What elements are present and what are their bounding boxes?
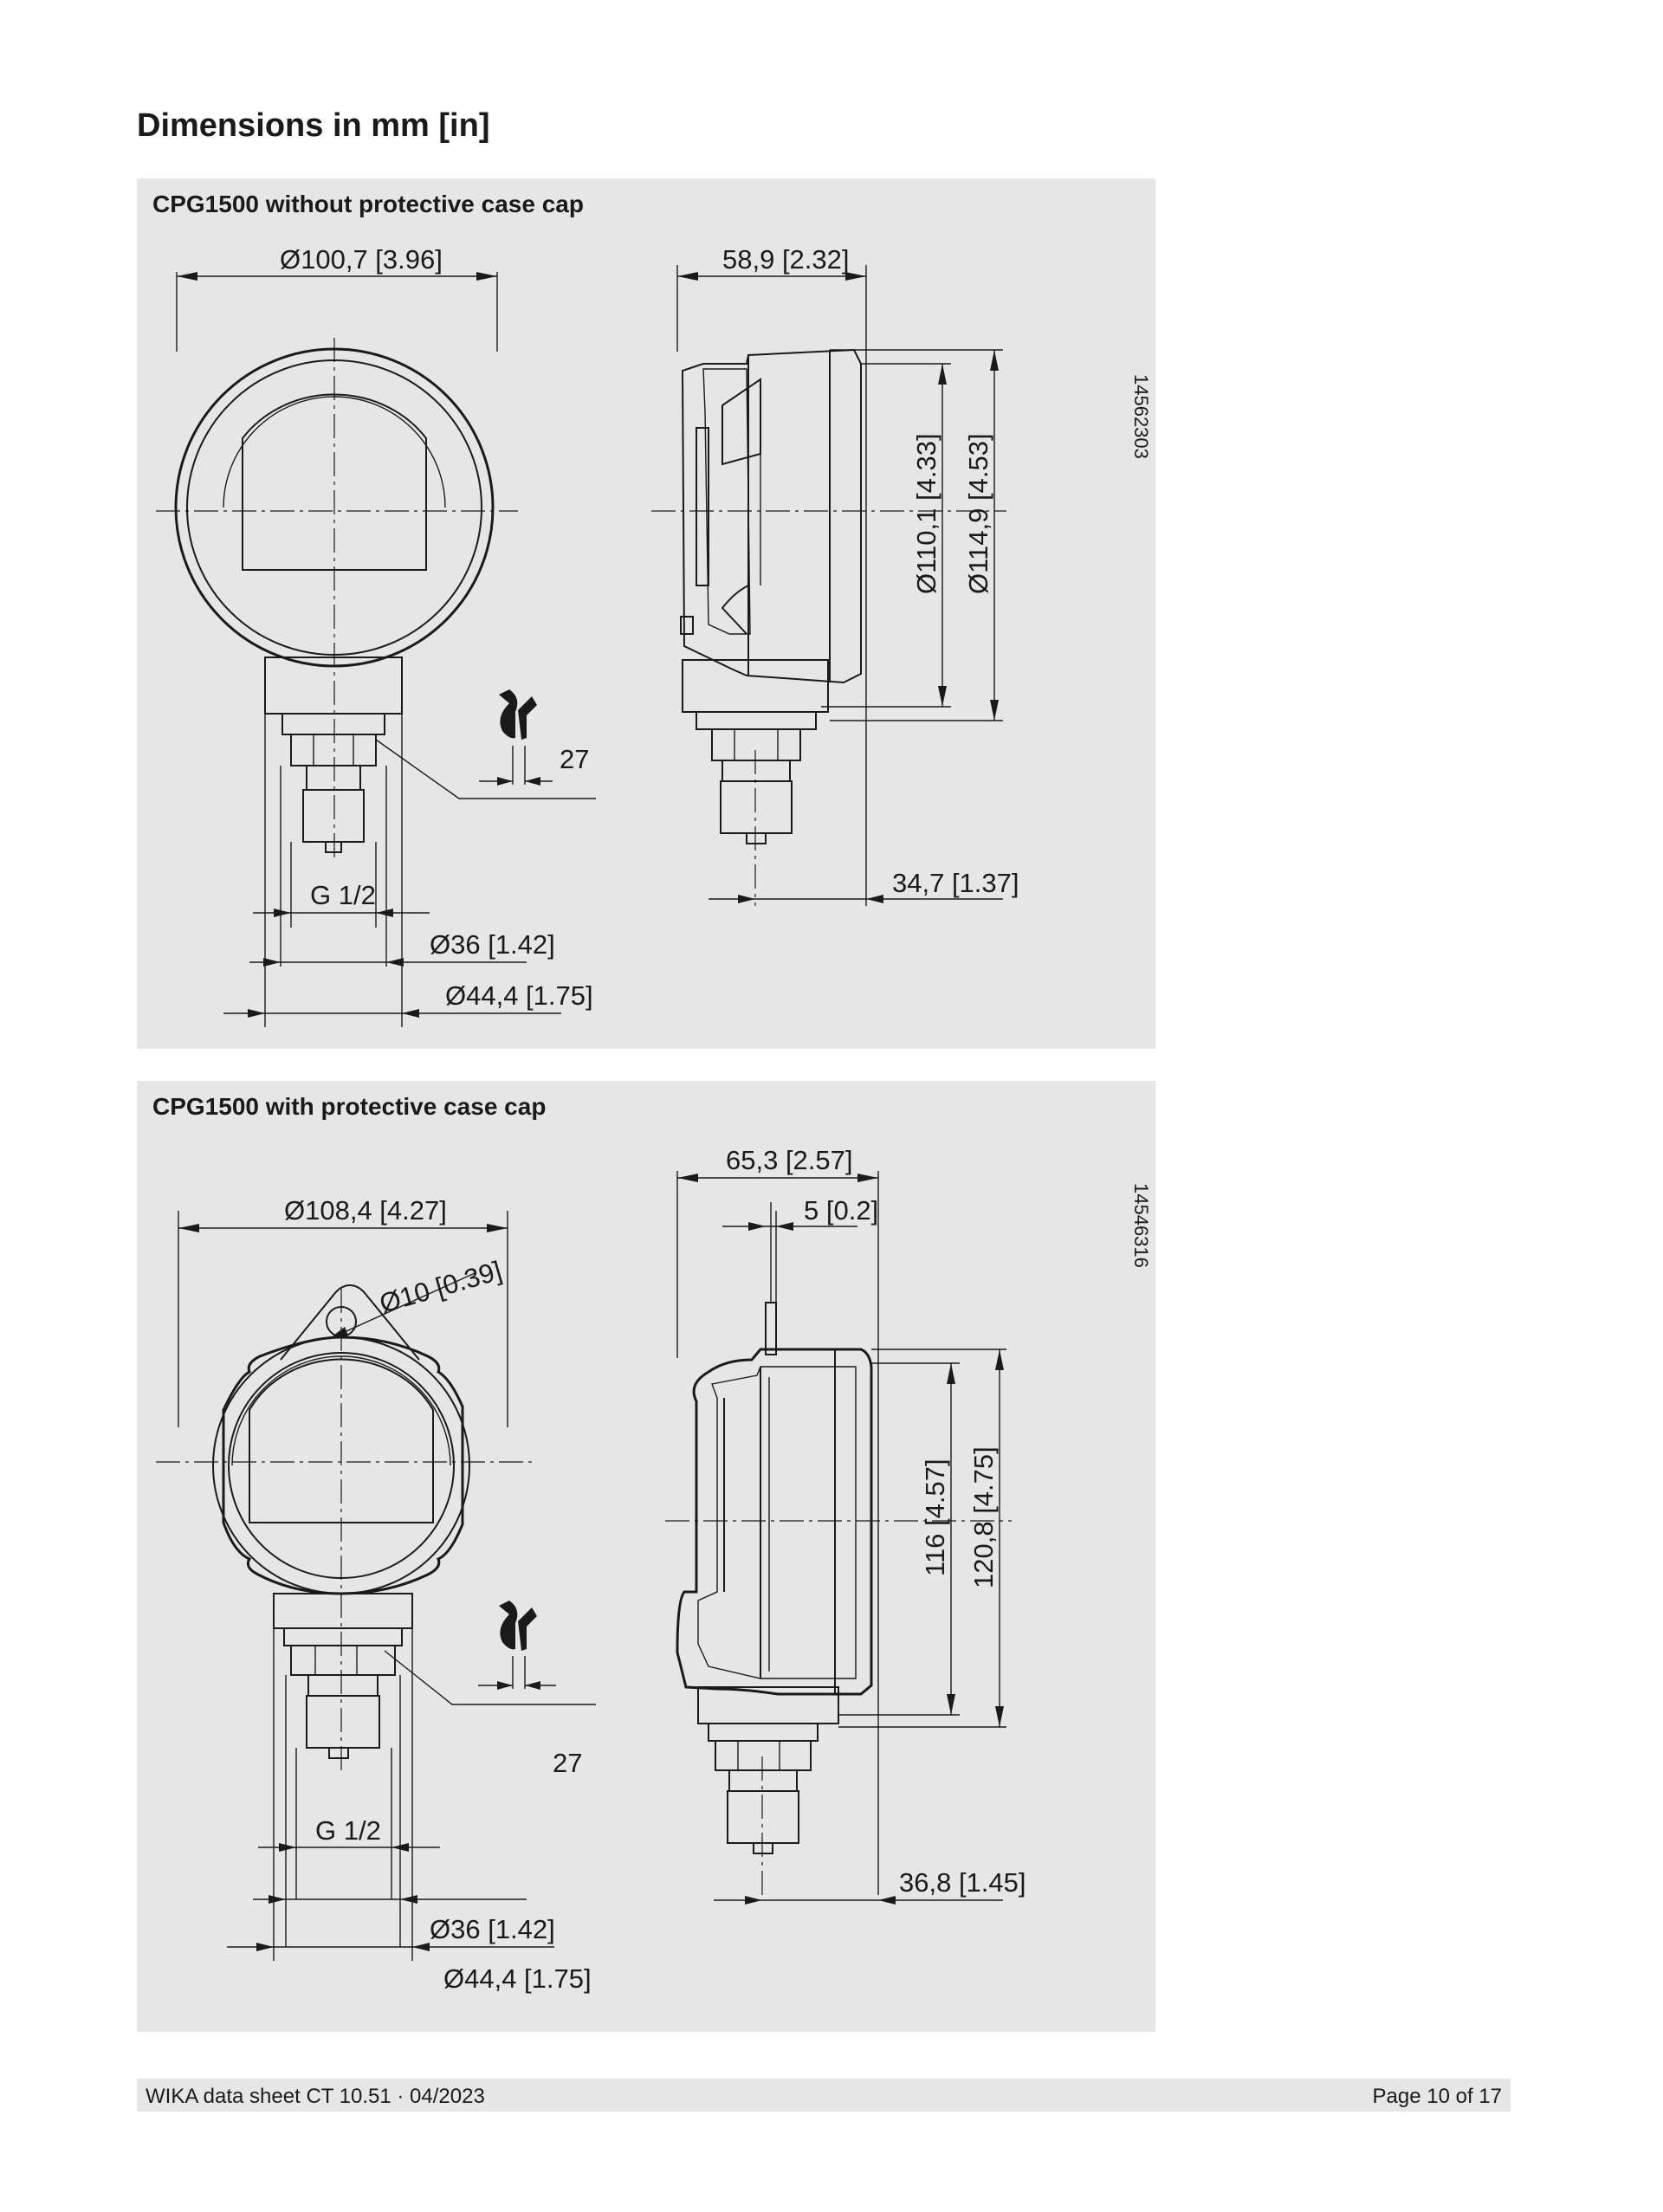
dim-height-inner: 116 [4.57] <box>920 1458 950 1576</box>
dim-wrench: 27 <box>553 1748 583 1778</box>
dim-hole: Ø10 [0.39] <box>376 1255 506 1319</box>
dim-thread: G 1/2 <box>310 880 376 910</box>
dim-diameter: Ø108,4 [4.27] <box>284 1195 447 1226</box>
panel-title: CPG1500 with protective case cap <box>152 1093 547 1120</box>
doc-number: 14562303 <box>1130 374 1152 459</box>
dim-tab: 5 [0.2] <box>804 1195 879 1226</box>
dim-height-outer: Ø114,9 [4.53] <box>963 433 993 594</box>
side-view <box>665 1171 1012 1905</box>
dim-height-outer: 120,8 [4.75] <box>968 1446 999 1588</box>
dim-thread: G 1/2 <box>315 1815 381 1846</box>
dim-height-inner: Ø110,1 [4.33] <box>911 433 942 594</box>
page-title: Dimensions in mm [in] <box>137 107 490 144</box>
dim-depth: 58,9 [2.32] <box>722 244 850 275</box>
panel-with-cap <box>137 1081 1155 2032</box>
dim-d36: Ø36 [1.42] <box>430 929 555 960</box>
dim-diameter: Ø100,7 [3.96] <box>280 244 443 275</box>
dim-wrench: 27 <box>560 744 590 774</box>
doc-number: 14546316 <box>1130 1183 1152 1268</box>
drawing-with-cap <box>137 1081 1155 2032</box>
side-view <box>651 265 1006 906</box>
front-view <box>156 1211 596 1961</box>
front-view <box>156 272 596 1027</box>
dim-d44: Ø44,4 [1.75] <box>443 1963 592 1994</box>
dim-d36: Ø36 [1.42] <box>430 1914 555 1944</box>
dim-offset: 36,8 [1.45] <box>899 1867 1026 1898</box>
footer-page-number: Page 10 of 17 <box>1372 2085 1502 2108</box>
page-footer <box>137 2079 1511 2112</box>
drawing-without-cap <box>137 178 1155 1049</box>
dim-d44: Ø44,4 [1.75] <box>445 980 593 1011</box>
footer-datasheet: WIKA data sheet CT 10.51 · 04/2023 <box>146 2085 485 2108</box>
panel-without-cap <box>137 178 1155 1049</box>
dim-offset: 34,7 [1.37] <box>892 868 1019 898</box>
dim-depth: 65,3 [2.57] <box>726 1145 853 1175</box>
panel-title: CPG1500 without protective case cap <box>152 191 584 217</box>
